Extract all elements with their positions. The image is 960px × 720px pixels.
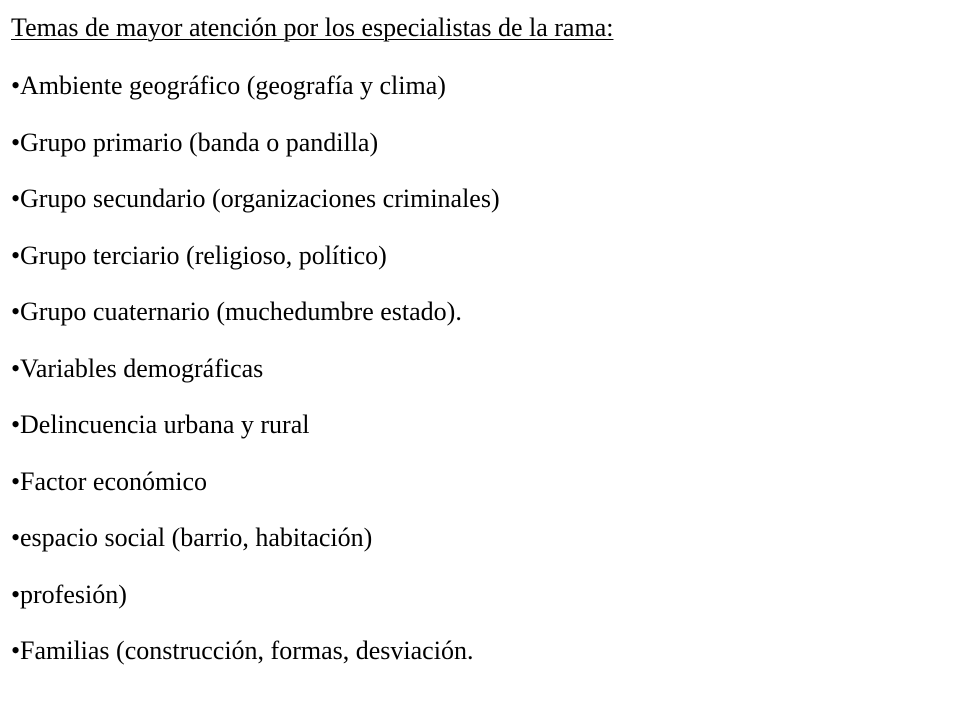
list-item [11,580,500,637]
bullet-icon: • [11,127,21,157]
list-item [11,71,500,128]
bullet-icon: • [11,353,21,383]
bullet-icon: • [11,523,21,552]
list-item-text: Ambiente geográfico (geografía y clima) [20,71,446,100]
bullet-icon: • [11,240,21,270]
list-item [11,241,500,298]
list-item [11,467,500,524]
list-item [11,184,500,241]
list-item-text: Grupo secundario (organizaciones criminales) [20,184,500,213]
list-item-text: Delincuencia urbana y rural [20,410,310,439]
list-item [11,354,500,411]
bullet-icon: • [11,636,21,665]
list-item [11,128,500,185]
bullet-icon: • [11,466,21,496]
list-item-text: Grupo terciario (religioso, político) [20,240,387,270]
list-item [11,410,500,467]
bullet-list [11,71,500,693]
slide-heading: Temas de mayor atención por los especialistas de la rama: [11,13,614,42]
list-item [11,523,500,580]
list-item-text: Grupo primario (banda o pandilla) [20,127,379,157]
list-item-text: Factor económico [20,466,207,496]
list-item-text: Variables demográficas [20,353,264,383]
list-item-text: Grupo cuaternario (muchedumbre estado). [20,297,462,326]
list-item-text: espacio social (barrio, habitación) [20,523,373,552]
bullet-icon: • [11,579,21,609]
list-item [11,636,500,693]
list-item-text: Familias (construcción, formas, desviación. [20,636,474,665]
bullet-icon: • [11,71,21,100]
bullet-icon: • [11,184,21,213]
list-item [11,297,500,354]
list-item-text: profesión) [20,579,127,609]
bullet-icon: • [11,410,21,439]
bullet-icon: • [11,297,21,326]
